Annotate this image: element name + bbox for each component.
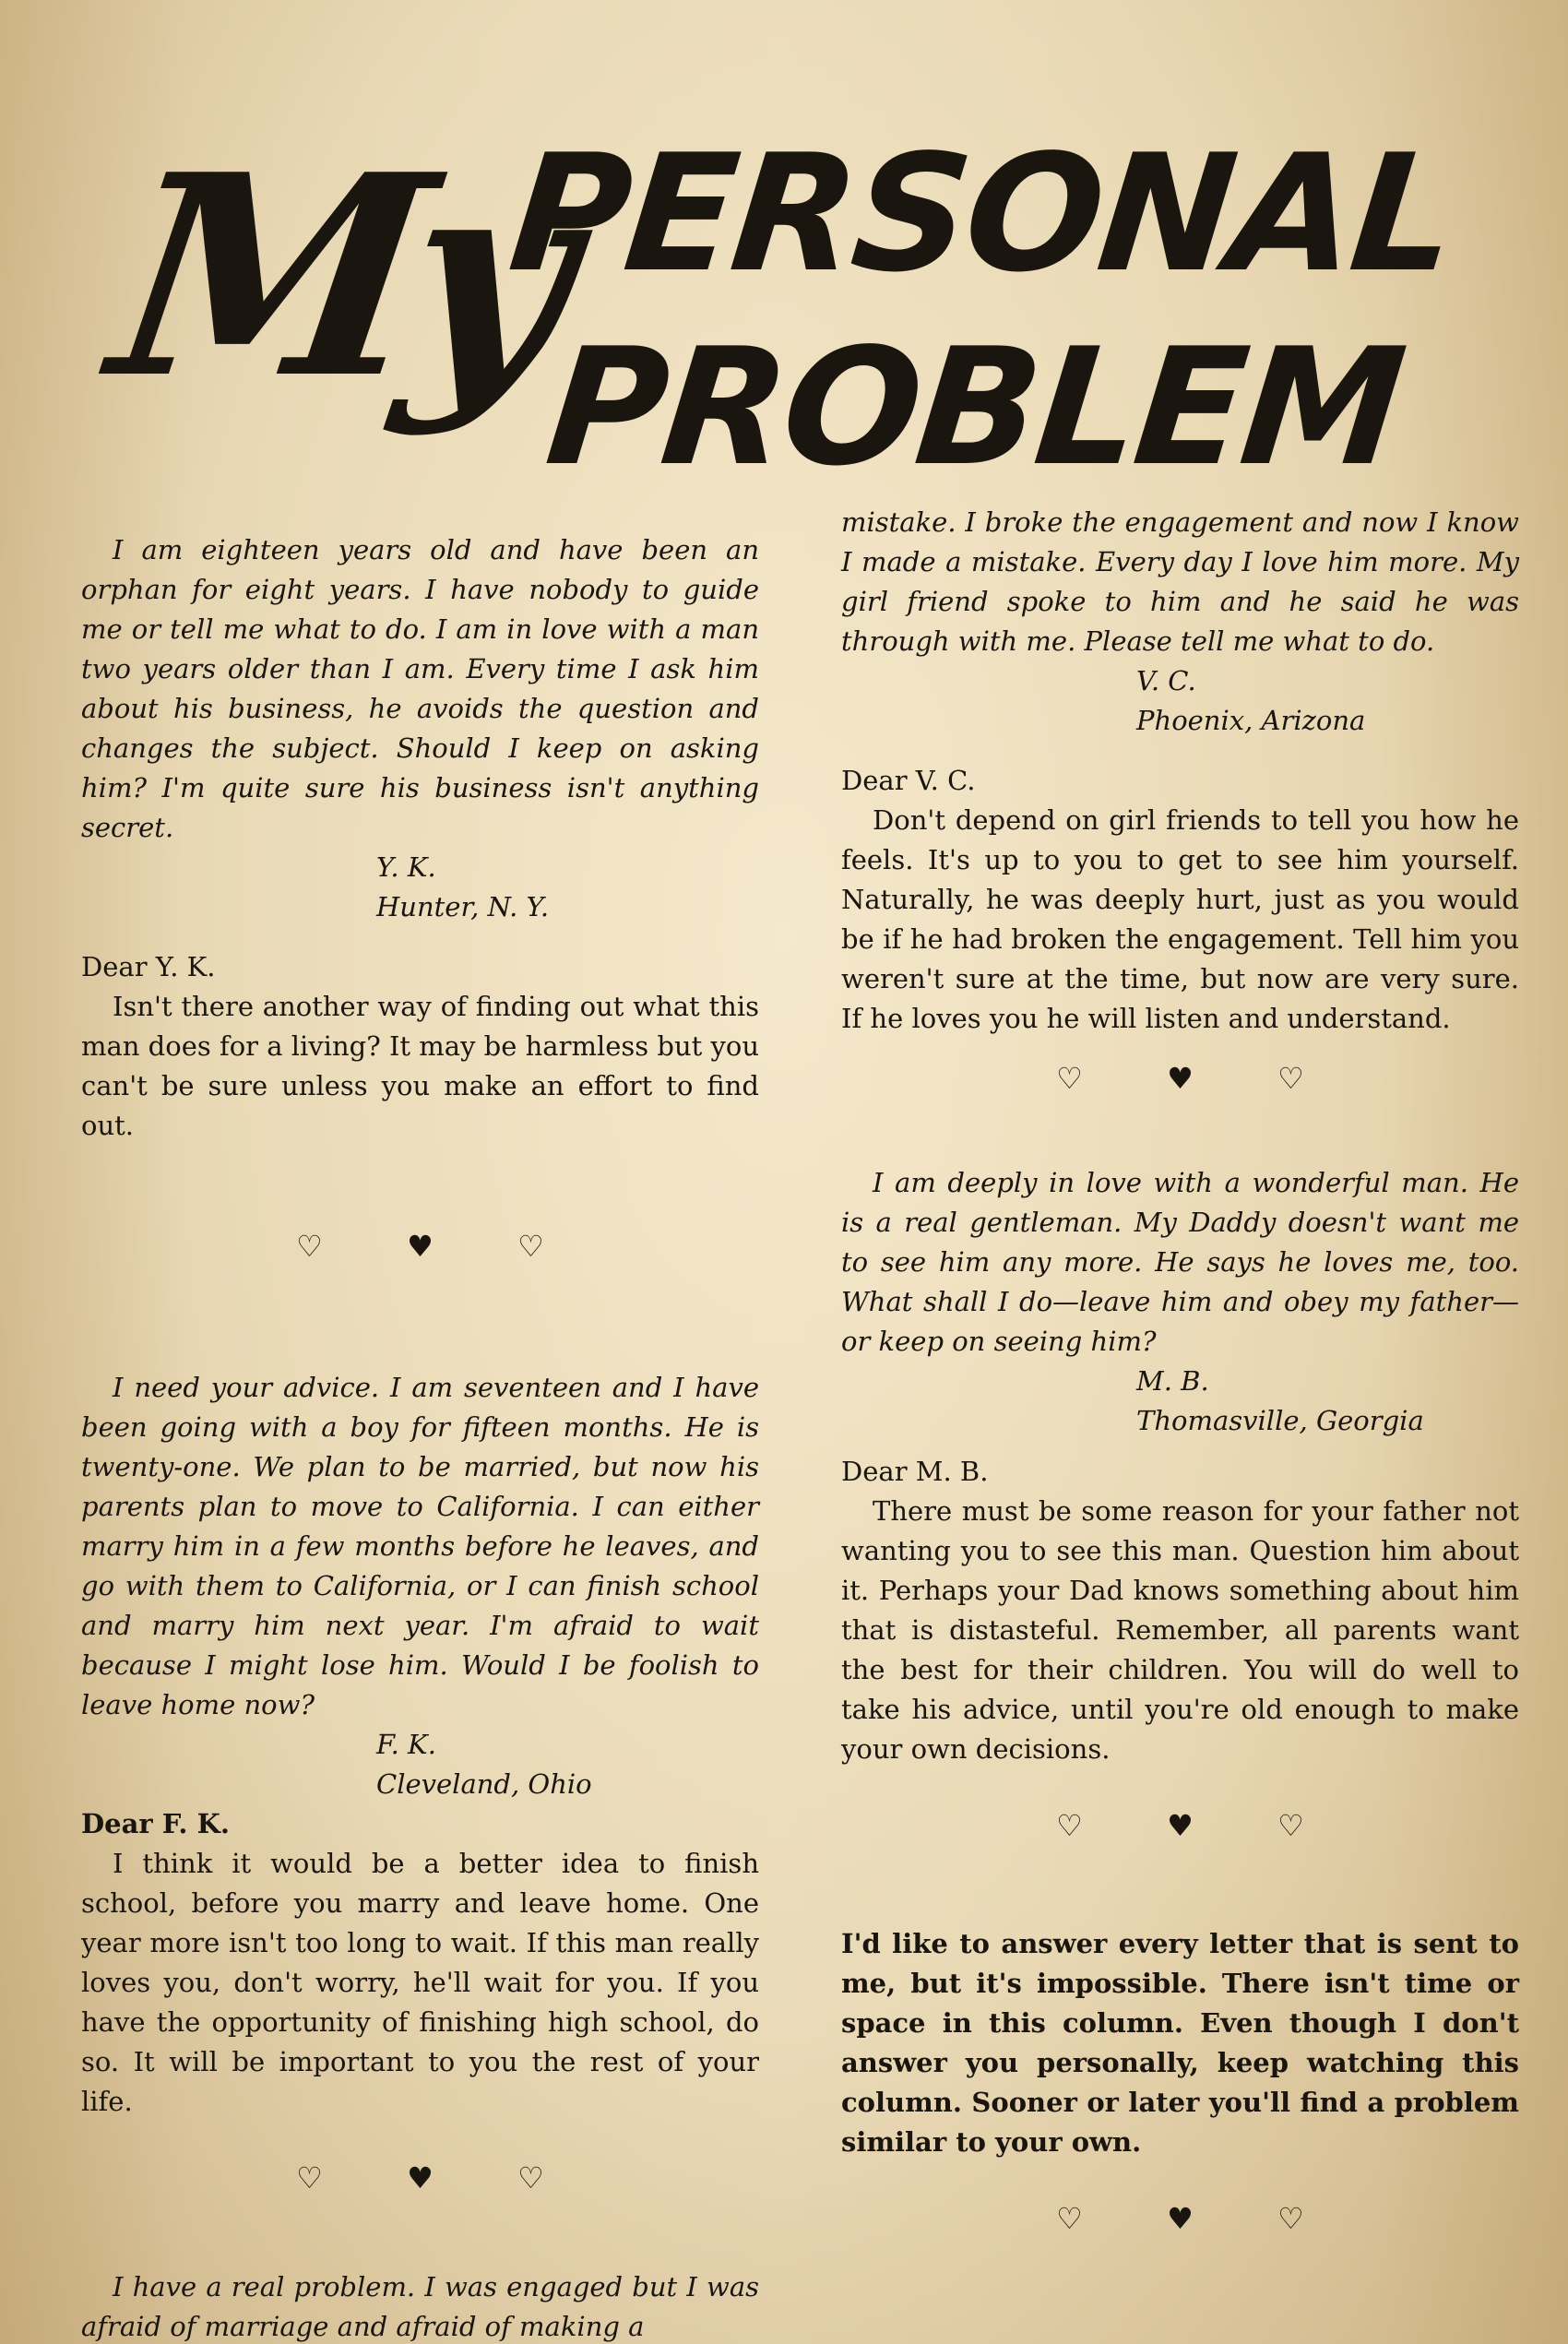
solid-heart-icon: ♥ <box>407 1229 434 1264</box>
solid-heart-icon: ♥ <box>407 2160 434 2195</box>
letter-vc-end <box>841 503 1519 741</box>
answer-fk <box>81 1804 759 2122</box>
letter-mb <box>841 1163 1519 1441</box>
answer-vc-text: Don't depend on girl friends to tell you how he feels. It's up to you to get to see him yourself. Naturally, he was deeply hurt, just as you would be if he had broken the engagement. Tell him you weren't sure at the time, but now are very sure. If he loves you he will listen and understand. <box>841 804 1519 1034</box>
left-column <box>81 530 759 2344</box>
closing-note: I'd like to answer every letter that is sent to me, but it's impossible. There isn't time or space in this column. Even though I don't answer you personally, keep watching this column. Sooner or later you'll find a problem similar to your own. <box>841 1928 1519 2158</box>
letter-vc-start <box>81 2267 759 2344</box>
letter-mb-initials: M. B. <box>1136 1365 1209 1397</box>
title-problem: PROBLEM <box>539 315 1410 502</box>
heart-divider-4 <box>841 1806 1519 1846</box>
heart-divider-1 <box>81 1227 759 1267</box>
letter-vc-initials: V. C. <box>1136 665 1196 696</box>
title-my: My <box>97 113 577 439</box>
heart-divider-3 <box>841 1059 1519 1099</box>
answer-vc-greeting: Dear V. C. <box>841 765 976 796</box>
heart-divider-2 <box>81 2159 759 2198</box>
answer-fk-greeting: Dear F. K. <box>81 1808 230 1839</box>
letter-fk <box>81 1368 759 1804</box>
letter-yk-initials: Y. K. <box>376 851 436 883</box>
letter-vc-text-start: I have a real problem. I was engaged but I was afraid of marriage and afraid of making a <box>81 2271 759 2342</box>
answer-yk-text: Isn't there another way of finding out what this man does for a living? It may be harmless but you can't be sure unless you make an effort to find out. <box>81 991 760 1141</box>
answer-mb <box>841 1452 1519 1769</box>
solid-heart-icon: ♥ <box>1167 2201 1194 2236</box>
answer-yk-greeting: Dear Y. K. <box>81 951 216 982</box>
open-heart-icon: ♡ <box>1277 1061 1304 1096</box>
open-heart-icon: ♡ <box>1056 2201 1083 2236</box>
letter-mb-text: I am deeply in love with a wonderful man. He is a real gentleman. My Daddy doesn't want me to see him any more. He says he loves me, too. What shall I do—leave him and obey my father—or keep on seeing him? <box>841 1167 1519 1357</box>
letter-fk-initials: F. K. <box>376 1729 436 1760</box>
letter-yk-location: Hunter, N. Y. <box>376 891 550 922</box>
letter-vc-text-end: mistake. I broke the engagement and now I know I made a mistake. Every day I love him more. My girl friend spoke to him and he said he was through with me. Please tell me what to do. <box>841 506 1519 657</box>
open-heart-icon: ♡ <box>1277 1808 1304 1843</box>
answer-yk <box>81 947 759 1146</box>
open-heart-icon: ♡ <box>1277 2201 1304 2236</box>
open-heart-icon: ♡ <box>1056 1061 1083 1096</box>
letter-yk <box>81 530 759 927</box>
open-heart-icon: ♡ <box>296 1229 323 1264</box>
open-heart-icon: ♡ <box>1056 1808 1083 1843</box>
open-heart-icon: ♡ <box>517 1229 544 1264</box>
answer-mb-text: There must be some reason for your father not wanting you to see this man. Question him about it. Perhaps your Dad knows something about him that is distasteful. Remember, all parents want the best for their children. You will do well to take his advice, until you're old enough to make your own decisions. <box>841 1495 1519 1765</box>
answer-fk-text: I think it would be a better idea to finish school, before you marry and leave home. One year more isn't too long to wait. If this man really loves you, don't worry, he'll wait for you. If you have the opportunity of finishing high school, do so. It will be important to you the rest of your life. <box>81 1848 759 2117</box>
answer-vc <box>841 761 1519 1039</box>
letter-fk-location: Cleveland, Ohio <box>376 1768 592 1800</box>
answer-mb-greeting: Dear M. B. <box>841 1456 989 1487</box>
solid-heart-icon: ♥ <box>1167 1061 1194 1096</box>
open-heart-icon: ♡ <box>517 2160 544 2195</box>
letter-yk-text: I am eighteen years old and have been an orphan for eight years. I have nobody to guide me or tell me what to do. I am in love with a man two years older than I am. Every time I ask him about his business, he avoids the question and changes the subject. Should I keep on asking him? I'm quite sure his business isn't anything secret. <box>81 534 759 843</box>
letter-fk-text: I need your advice. I am seventeen and I have been going with a boy for fifteen months. He is twenty-one. We plan to be married, but now his parents plan to move to California. I can either marry him in a few months before he leaves, and go with them to California, or I can finish school and marry him next year. I'm afraid to wait because I might lose him. Would I be foolish to leave home now? <box>81 1372 759 1720</box>
solid-heart-icon: ♥ <box>1167 1808 1194 1843</box>
letter-vc-location: Phoenix, Arizona <box>1136 705 1366 736</box>
open-heart-icon: ♡ <box>296 2160 323 2195</box>
letter-mb-location: Thomasville, Georgia <box>1136 1405 1424 1436</box>
title-personal: PERSONAL <box>502 121 1462 308</box>
right-column <box>841 503 1519 2239</box>
heart-divider-5 <box>841 2199 1519 2239</box>
